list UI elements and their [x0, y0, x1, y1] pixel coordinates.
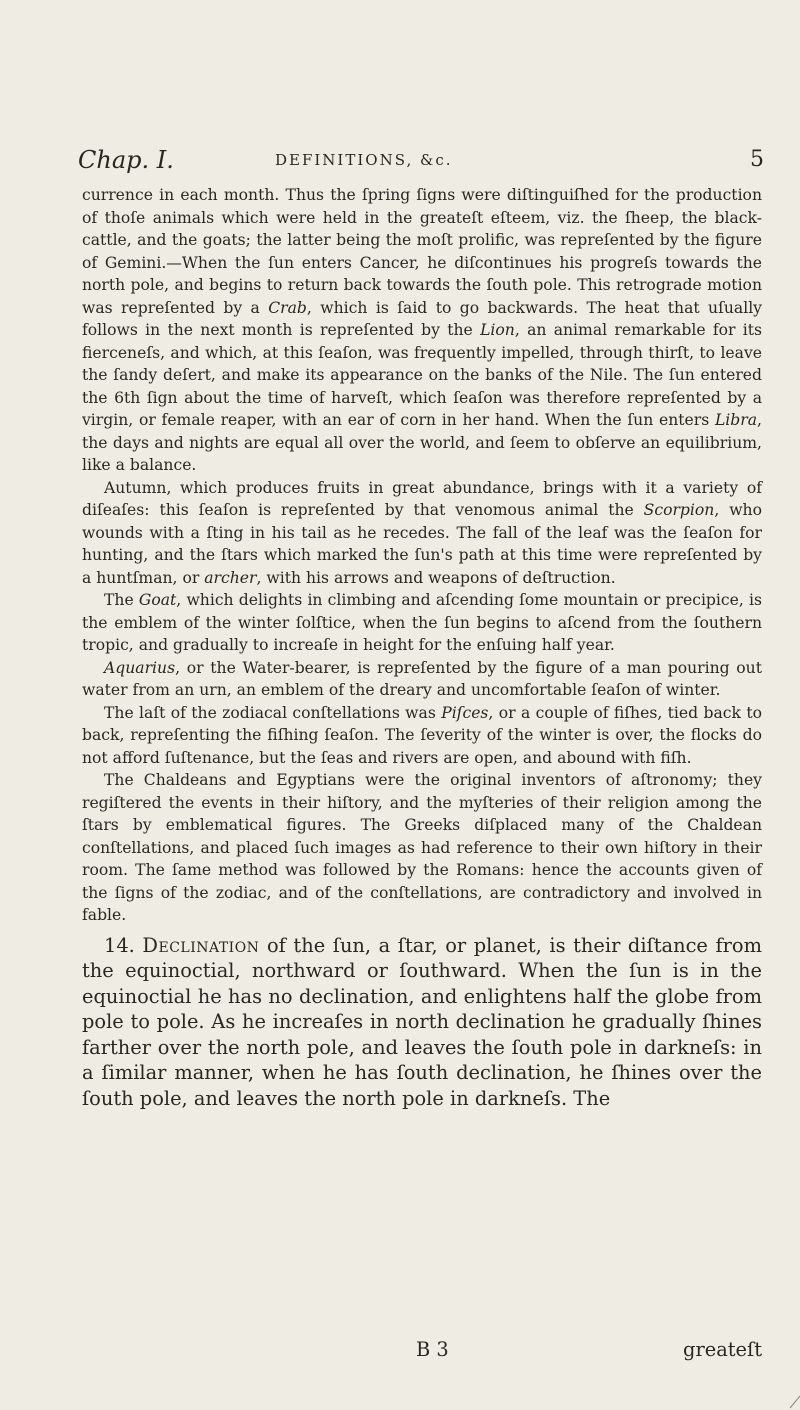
definition-number: 14. — [104, 933, 135, 957]
definition-declination — [82, 933, 762, 1112]
term-libra: Libra — [714, 411, 758, 429]
term-goat: Goat — [138, 591, 177, 609]
catchword: greateſt — [683, 1338, 762, 1361]
definition-text: of the ſun, a ſtar, or planet, is their diſtance from the equinoctial, northward or ſouthward. When the ſun is in the equinoctial he has no declination, and enlightens half the globe from pole to pole. As he increaſes in north declination he gradually ſhines farther over the north pole, and leaves the ſouth pole in darkneſs: in a ſimilar manner, when he has ſouth declination, he ſhines over the ſouth pole, and leaves the north pole in darkneſs. The — [82, 933, 762, 1111]
chapter-label: Chap. I. — [78, 146, 174, 174]
term-scorpion: Scorpion — [643, 501, 715, 519]
page-footer — [82, 1338, 762, 1364]
definition-term: Declination — [142, 933, 260, 957]
term-pisces: Piſces — [441, 703, 489, 722]
paragraph-pisces: The laſt of the zodiacal conſtellations was Piſces, or a couple of fiſhes, tied back to back, repreſenting the fiſhing ſeaſon. The ſeverity of the winter is over, the flocks do not afford ſuſtenance, but the ſeas and rivers are open, and abound with fiſh. — [82, 703, 762, 767]
paragraph-autumn: Autumn, which produces fruits in great abundance, brings with it a variety of diſeaſes: this ſeaſon is repreſented by that venomous animal the Scorpion, who wounds with a ſting in his tail as he recedes. The fall of the leaf was the ſeaſon for hunting, and the ſtars which marked the ſun's path at this time were repreſented by a huntſman, or archer, with his arrows and weapons of deſtruction. — [82, 478, 762, 587]
paragraph-aquarius: Aquarius, or the Water-bearer, is repreſented by the figure of a man pouring out water from an urn, an emblem of the dreary and uncomfortable ſeaſon of winter. — [82, 658, 762, 699]
signature-mark: B 3 — [416, 1338, 449, 1361]
term-lion: Lion — [480, 321, 515, 339]
page-number: 5 — [750, 147, 764, 172]
term-archer: archer — [204, 568, 257, 587]
paragraph-goat: The Goat, which delights in climbing and aſcending ſome mountain or precipice, is the emblem of the winter ſolſtice, when the ſun begins to aſcend from the ſouthern tropic, and gradually to increaſe in height for the enſuing half year. — [82, 591, 762, 654]
page-body — [82, 184, 762, 1131]
running-title: DEFINITIONS, &c. — [275, 151, 453, 169]
running-header — [78, 146, 764, 174]
paragraph-origins: The Chaldeans and Egyptians were the original inventors of aſtronomy; they regiſtered the events in their hiſtory, and the myſteries of their religion among the ſtars by emblematical figures. The Greeks diſplaced many of the Chaldean conſtellations, and placed ſuch images as had reference to their own hiſtory in their room. The ſame method was followed by the Romans: hence the accounts given of the ſigns of the zodiac, and of the conſtellations, are contradictory and involved in fable. — [82, 771, 762, 924]
page-corner-crease — [720, 1340, 800, 1410]
term-crab: Crab — [268, 298, 307, 317]
paragraph-zodiac-seasons: currence in each month. Thus the ſpring ſigns were diſtinguiſhed for the production of thoſe animals which were held in the greateſt eſteem, viz. the ſheep, the black-cattle, and the goats; the latter being the moſt prolific, was repreſented by the figure of Gemini.—When the ſun enters Cancer, he diſcontinues his progreſs towards the north pole, and begins to return back towards the ſouth pole. This retrograde motion was repreſented by a Crab, which is ſaid to go backwards. The heat that uſually follows in the next month is repreſented by the Lion, an animal remarkable for its fierceneſs, and which, at this ſeaſon, was frequently impelled, through thirſt, to leave the ſandy deſert, and make its appearance on the banks of the Nile. The ſun entered the 6th ſign about the time of harveſt, which ſeaſon was therefore repreſented by a virgin, or female reaper, with an ear of corn in her hand. When the ſun enters Libra, the days and nights are equal all over the world, and ſeem to obſerve an equilibrium, like a balance. — [82, 186, 762, 474]
term-aquarius: Aquarius — [104, 658, 176, 677]
